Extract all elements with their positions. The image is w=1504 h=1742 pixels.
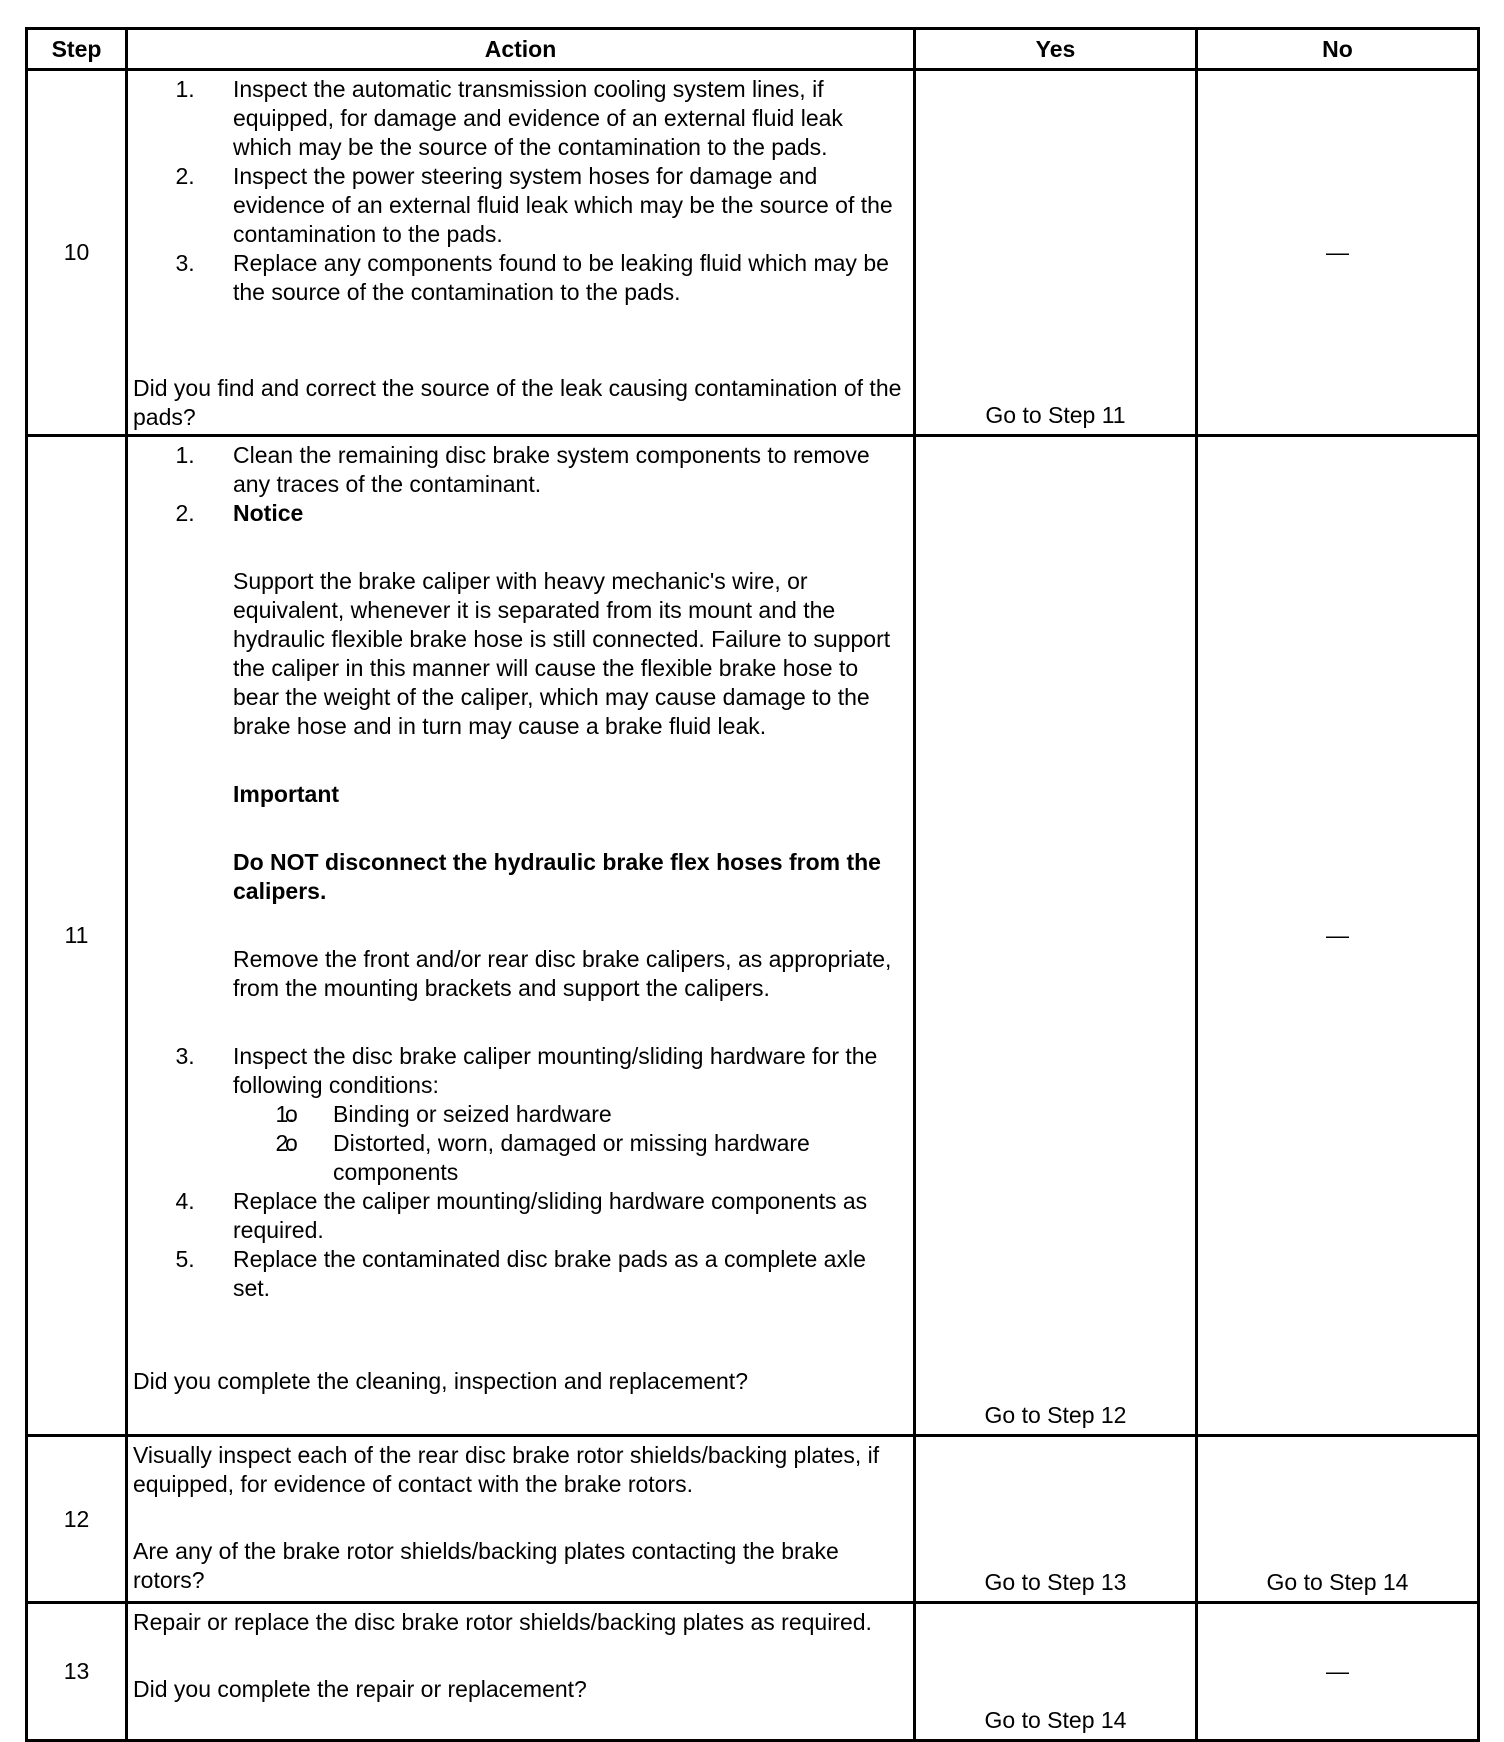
yes-cell: Go to Step 11 [915, 70, 1197, 436]
list-item: o Binding or seized hardware [285, 1101, 612, 1127]
remove-text: Remove the front and/or rear disc brake calipers, as appropriate, from the mounting brackets and support the calipers. [233, 946, 892, 1001]
question-text: Did you find and correct the source of the leak causing contamination of the pads? [133, 375, 902, 430]
action-text: Visually inspect each of the rear disc brake rotor shields/backing plates, if equipped, for evidence of contact with the brake rotors. [133, 1442, 880, 1497]
header-yes: Yes [915, 29, 1197, 70]
table-row [27, 436, 1479, 1436]
yes-cell: Go to Step 13 [915, 1436, 1197, 1603]
no-cell: — [1197, 436, 1479, 1436]
step-number: 13 [27, 1603, 127, 1741]
circle-bullet-icon: o [285, 1130, 298, 1156]
header-step: Step [27, 29, 127, 70]
no-cell: — [1197, 1603, 1479, 1741]
no-cell: — [1197, 70, 1479, 436]
notice-title: Notice [233, 500, 304, 526]
action-cell [127, 1603, 915, 1741]
header-row [27, 29, 1479, 70]
action-cell [127, 436, 915, 1436]
header-action: Action [127, 29, 915, 70]
action-cell [127, 70, 915, 436]
header-no: No [1197, 29, 1479, 70]
action-text: Repair or replace the disc brake rotor shields/backing plates as required. [133, 1609, 872, 1635]
yes-cell: Go to Step 14 [915, 1603, 1197, 1741]
list-item [233, 499, 908, 1042]
important-text: Do NOT disconnect the hydraulic brake flex hoses from the calipers. [233, 849, 881, 904]
action-list [133, 441, 908, 1303]
notice-text: Support the brake caliper with heavy mechanic's wire, or equivalent, whenever it is separated from its mount and the hydraulic flexible brake hose is still connected. Failure to support the caliper in this manner will cause the flexible brake hose to bear the weight of the caliper, which may cause damage to the brake hose and in turn may cause a brake fluid leak. [233, 568, 891, 739]
list-item: 1. Clean the remaining disc brake system components to remove any traces of the contaminant. [233, 441, 908, 499]
step-number: 11 [27, 436, 127, 1436]
list-item: 3. Replace any components found to be leaking fluid which may be the source of the contamination to the pads. [233, 249, 908, 307]
list-item: 2. Inspect the power steering system hoses for damage and evidence of an external fluid leak which may be the source of the contamination to the pads. [233, 162, 908, 249]
step-number: 10 [27, 70, 127, 436]
condition-list [233, 1100, 908, 1187]
step-number: 12 [27, 1436, 127, 1603]
question-text: Did you complete the repair or replacement? [133, 1676, 587, 1702]
list-item: o Distorted, worn, damaged or missing hardware components [285, 1130, 810, 1185]
circle-bullet-icon: o [285, 1101, 298, 1127]
question-text: Did you complete the cleaning, inspection and replacement? [133, 1368, 748, 1394]
list-item: 5. Replace the contaminated disc brake pads as a complete axle set. [233, 1245, 908, 1303]
yes-cell: Go to Step 12 [915, 436, 1197, 1436]
important-title: Important [233, 781, 340, 807]
diagnostic-table [25, 27, 1480, 1742]
question-text: Are any of the brake rotor shields/backing plates contacting the brake rotors? [133, 1538, 839, 1593]
no-cell: Go to Step 14 [1197, 1436, 1479, 1603]
action-list [133, 75, 908, 307]
table-row [27, 1436, 1479, 1603]
list-item [233, 1042, 908, 1187]
table-row [27, 1603, 1479, 1741]
table-row [27, 70, 1479, 436]
list-item-text: Inspect the disc brake caliper mounting/sliding hardware for the following conditions: [233, 1043, 878, 1098]
action-cell [127, 1436, 915, 1603]
list-item: 4. Replace the caliper mounting/sliding hardware components as required. [233, 1187, 908, 1245]
list-item: 1. Inspect the automatic transmission cooling system lines, if equipped, for damage and evidence of an external fluid leak which may be the source of the contamination to the pads. [233, 75, 908, 162]
